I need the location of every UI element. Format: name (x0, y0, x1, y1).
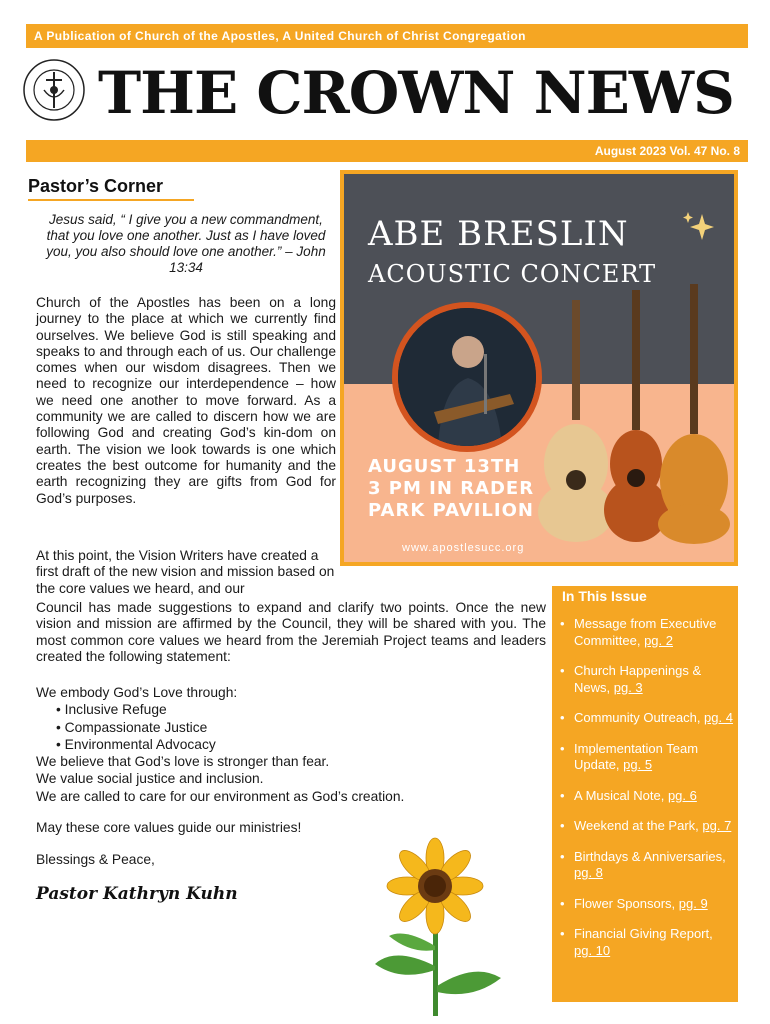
page-link[interactable]: pg. 7 (702, 818, 732, 833)
in-this-issue-sidebar (552, 586, 738, 1002)
poster-event-details (368, 456, 534, 522)
page-link[interactable]: pg. 9 (678, 895, 708, 911)
contents-list (560, 616, 734, 973)
pastor-signature: Pastor Kathryn Kuhn (36, 884, 238, 904)
contents-label: Implementation Team Update, (574, 740, 699, 772)
poster-subtitle: ACOUSTIC CONCERT (368, 260, 657, 288)
poster-website[interactable]: www.apostlesucc.org (402, 542, 525, 554)
article-paragraph-1: Church of the Apostles has been on a long journey to the place at which we currently find ourselves. We believe God is still speaking and speaks to and through each of us. Our challenge comes when our wisdom disagrees. Then we need to recognize our interdependence – how we need one another to move forward. As a community we are called to discern how we are following God and creating God’s kin-dom on earth. The vision we look towards is one which creates the best outcome for humanity and the earth recognizing they are gifts from God for God’s purposes. (36, 295, 336, 506)
page-link[interactable]: pg. 2 (644, 632, 673, 648)
core-value-item: • Inclusive Refuge (56, 702, 167, 718)
event-date: AUGUST 13TH (368, 456, 521, 477)
contents-label: Financial Giving Report, (574, 926, 713, 941)
contents-label: Message from Executive Committee, (574, 616, 717, 648)
contents-item[interactable] (560, 896, 734, 913)
event-location: PARK PAVILION (368, 500, 534, 521)
page-link[interactable]: pg. 3 (613, 679, 643, 695)
contents-label: Flower Sponsors, (574, 895, 679, 911)
scripture-quote: Jesus said, “ I give you a new commandment, that you love one another. Just as I have loved you, you also should love one another.” – John 13:34 (46, 212, 326, 275)
belief-line: We believe that God’s love is stronger than fear. (36, 754, 330, 770)
contents-item[interactable] (560, 741, 734, 774)
blessing-line: Blessings & Peace, (36, 852, 155, 867)
contents-label: Community Outreach, (574, 710, 705, 725)
page-link[interactable]: pg. 4 (704, 710, 733, 725)
issue-date: August 2023 Vol. 47 No. 8 (594, 144, 740, 158)
contents-item[interactable] (560, 710, 734, 727)
article-paragraph-2-start: At this point, the Vision Writers have created a first draft of the new vision and mission based on the core values we heard, and our (36, 548, 335, 596)
pastors-corner-heading: Pastor’s Corner (28, 176, 164, 196)
publication-line: A Publication of Church of the Apostles, A United Church of Christ Congregation (34, 29, 526, 43)
core-values-statement (36, 684, 536, 805)
contents-item[interactable] (560, 818, 734, 835)
closing-line: May these core values guide our ministries! (36, 820, 302, 835)
belief-line: We value social justice and inclusion. (36, 771, 264, 787)
core-value-item: • Compassionate Justice (56, 719, 208, 735)
event-time-location: 3 PM IN RADER (368, 478, 535, 499)
ucc-seal-icon (22, 58, 86, 122)
contents-label: Church Happenings & News, (574, 663, 702, 695)
contents-label: Weekend at the Park, (574, 818, 703, 833)
contents-label: Birthdays & Anniversaries, (574, 848, 726, 864)
contents-item[interactable] (560, 616, 734, 649)
page-link[interactable]: pg. 6 (667, 787, 697, 803)
issue-banner (26, 140, 748, 162)
article-paragraph-2-end: Council has made suggestions to expand and clarify two points. Once the new vision and mission are affirmed by the Council, they will be shared with you. The most common core values we heard from the Jeremiah Project teams and leaders created the following statement: (36, 600, 546, 664)
heading-underline (28, 199, 194, 201)
publication-banner (26, 24, 748, 48)
page-link[interactable]: pg. 5 (623, 757, 653, 772)
contents-label: A Musical Note, (574, 787, 668, 803)
masthead-title: THE CROWN NEWS (98, 59, 734, 127)
contents-item[interactable] (560, 849, 734, 882)
embody-intro: We embody God’s Love through: (36, 685, 238, 700)
belief-line: We are called to care for our environment as God’s creation. (36, 788, 405, 804)
sidebar-title: In This Issue (562, 588, 647, 604)
concert-poster (340, 170, 738, 566)
page-link[interactable]: pg. 10 (574, 942, 611, 958)
core-value-item: • Environmental Advocacy (56, 736, 216, 752)
contents-item[interactable] (560, 788, 734, 805)
contents-item[interactable] (560, 663, 734, 696)
sunflower-icon (355, 836, 515, 1016)
poster-title: ABE BRESLIN (368, 214, 629, 254)
contents-item[interactable] (560, 926, 734, 959)
page-link[interactable]: pg. 8 (574, 865, 603, 880)
sparkle-icon (680, 210, 716, 246)
